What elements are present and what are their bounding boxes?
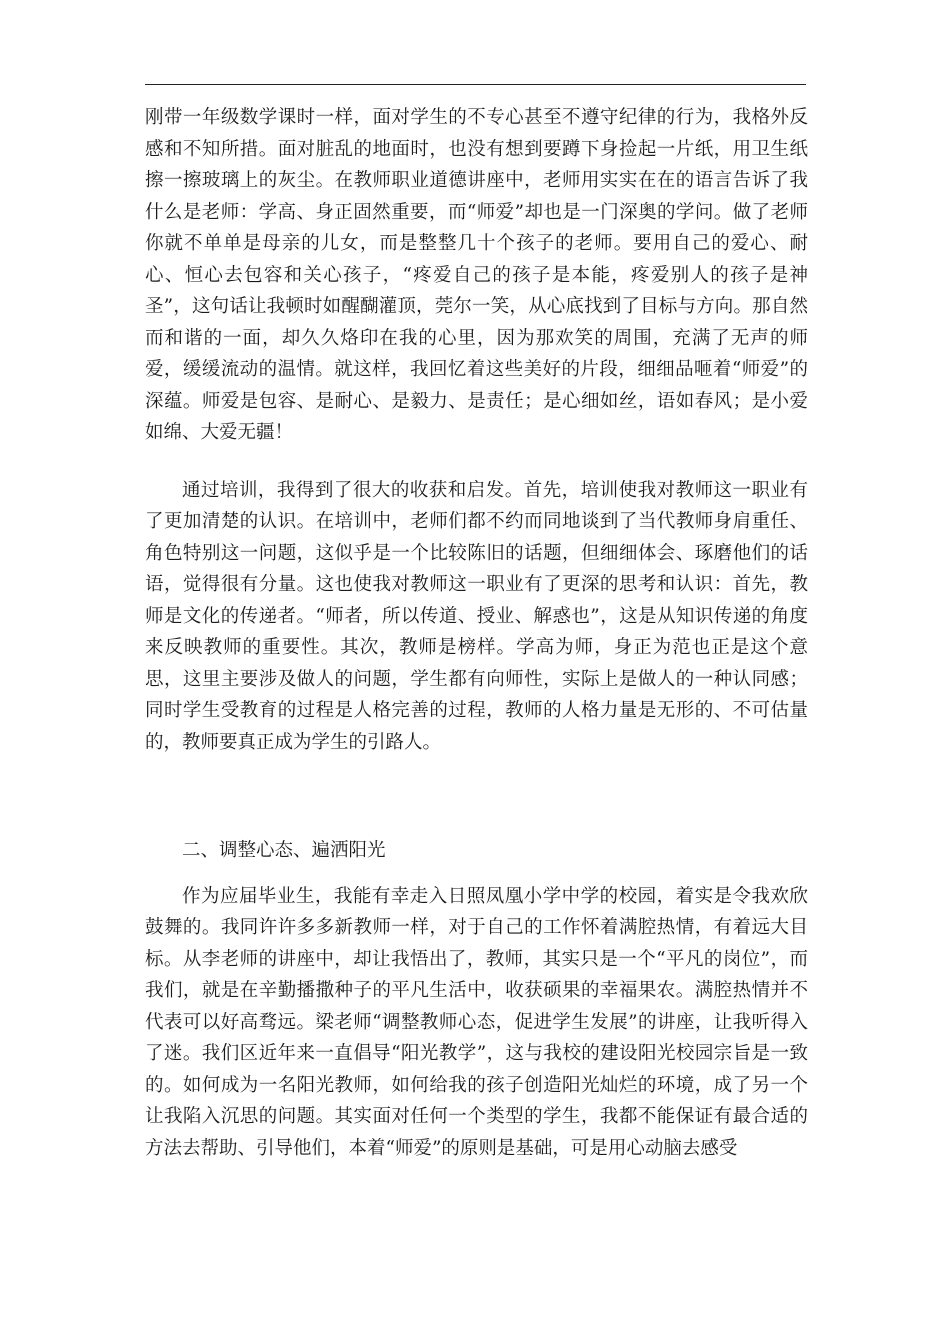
paragraph-mindset: 作为应届毕业生，我能有幸走入日照凤凰小学中学的校园，着实是令我欢欣鼓舞的。我同许许多多新教师一样，对于自己的工作怀着满腔热情，有着远大目标。从李老师的讲座中，却让我悟出了，教师，其实只是一个“平凡的岗位”，而我们，就是在辛勤播撒种子的平凡生活中，收获硕果的幸福果农。满腔热情并不代表可以好高骛远。梁老师“调整教师心态，促进学生发展”的讲座，让我听得入了迷。我们区近年来一直倡导“阳光教学”，这与我校的建设阳光校园宗旨是一致的。如何成为一名阳光教师，如何给我的孩子创造阳光灿烂的环境，成了另一个让我陷入沉思的问题。其实面对任何一个类型的学生，我都不能保证有最合适的方法去帮助、引导他们，本着“师爱”的原则是基础，可是用心动脑去感受 xyxy=(145,885,808,1159)
document-body xyxy=(145,102,808,1164)
section-heading: 二、调整心态、遍洒阳光 xyxy=(182,840,386,861)
header-rule xyxy=(145,84,806,85)
paragraph-training: 通过培训，我得到了很大的收获和启发。首先，培训使我对教师这一职业有了更加清楚的认识。在培训中，老师们都不约而同地谈到了当代教师身肩重任、角色特别这一问题，这似乎是一个比较陈旧的话题，但细细体会、琢磨他们的话语，觉得很有分量。这也使我对教师这一职业有了更深的思考和认识：首先，教师是文化的传递者。“师者，所以传道、授业、解惑也”，这是从知识传递的角度来反映教师的重要性。其次，教师是榜样。学高为师，身正为范也正是这个意思，这里主要涉及做人的问题，学生都有向师性，实际上是做人的一种认同感；同时学生受教育的过程是人格完善的过程，教师的人格力量是无形的、不可估量的，教师要真正成为学生的引路人。 xyxy=(145,479,808,753)
paragraph-continuation: 刚带一年级数学课时一样，面对学生的不专心甚至不遵守纪律的行为，我格外反感和不知所措。面对脏乱的地面时，也没有想到要蹲下身捡起一片纸，用卫生纸擦一擦玻璃上的灰尘。在教师职业道德讲座中，老师用实实在在的语言告诉了我什么是老师：学高、身正固然重要，而“师爱”却也是一门深奥的学问。做了老师你就不单单是母亲的儿女，而是整整几十个孩子的老师。要用自己的爱心、耐心、恒心去包容和关心孩子，“疼爱自己的孩子是本能，疼爱别人的孩子是神圣”，这句话让我顿时如醒醐灌顶，莞尔一笑，从心底找到了目标与方向。那自然而和谐的一面，却久久烙印在我的心里，因为那欢笑的周围，充满了无声的师爱，缓缓流动的温情。就这样，我回忆着这些美好的片段，细细品咂着“师爱”的深蕴。师爱是包容、是耐心、是毅力、是责任；是心细如丝，语如春风；是小爱如绵、大爱无疆！ xyxy=(145,107,808,443)
